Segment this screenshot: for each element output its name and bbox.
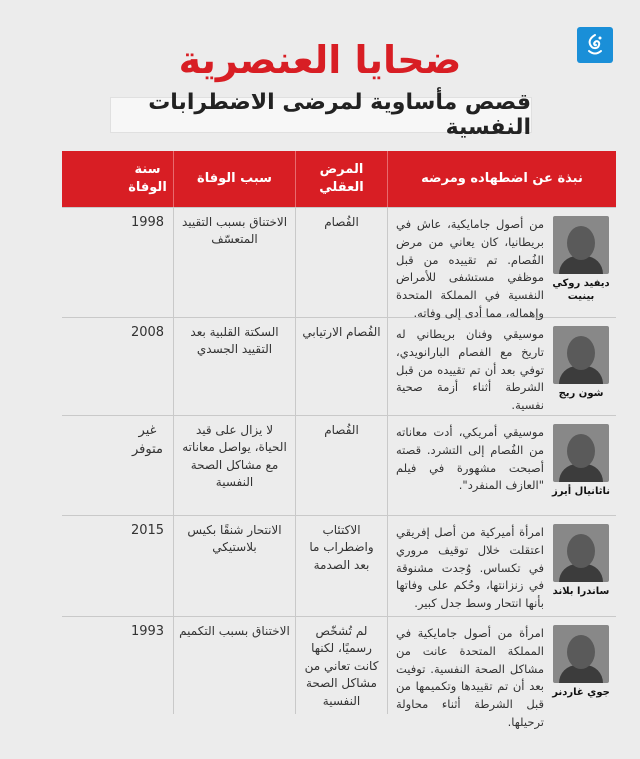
table-row: [62, 317, 616, 415]
person-name: ناثانيال أيرز: [552, 486, 610, 497]
person-photo: [553, 424, 609, 482]
person-name: جوي غاردنر: [552, 687, 610, 698]
year-cell: غير متوفر: [132, 423, 163, 457]
cause-cell: الاختناق بسبب التكميم: [173, 617, 295, 714]
column-header-year: سنة الوفاة: [128, 162, 167, 195]
person-name: ديفيد روكي بينيت: [552, 278, 610, 302]
bio-cell: [387, 516, 616, 616]
table-header: [62, 151, 616, 207]
bio-cell: [387, 617, 616, 730]
year-cell: 1998: [130, 215, 165, 230]
subtitle-box: [110, 90, 532, 140]
person: [552, 424, 610, 498]
illness-cell: الفُصام: [295, 208, 387, 317]
table-row: [62, 207, 616, 321]
cause-cell: الاختناق بسبب التقييد المتعسّف: [173, 208, 295, 317]
bio-text: موسيقي وفنان بريطاني له تاريخ مع الفصام البارانويدي، توفي بعد أن تم تقييده من قبل الشرطة أثناء أزمة صحية نفسية.: [396, 327, 544, 413]
illness-cell: الفُصام الارتيابي: [295, 318, 387, 415]
person: [552, 524, 610, 598]
person-photo: [553, 625, 609, 683]
person-photo: [553, 216, 609, 274]
person: [552, 625, 610, 699]
bio-cell: [387, 416, 616, 515]
column-header-illness: المرض العقلي: [295, 151, 387, 207]
column-header-cause: سبب الوفاة: [173, 151, 295, 207]
person-photo: [553, 524, 609, 582]
bio-cell: [387, 318, 616, 415]
cause-cell: لا يزال على قيد الحياة، يواصل معاناته مع مشاكل الصحة النفسية: [173, 416, 295, 515]
bio-text: امرأة من أصول جامايكية في المملكة المتحدة عانت من مشاكل الصحة النفسية. توفيت بعد أن تم تقييدها وتكميمها من قبل الشرطة أثناء محاولة ترحيلها.: [396, 626, 544, 730]
column-header-bio: نبذة عن اضطهاده ومرضه: [387, 151, 616, 207]
illness-cell: لم تُشخّص رسميًا، لكنها كانت تعاني من مشاكل الصحة النفسية: [295, 617, 387, 714]
year-cell: 1993: [130, 624, 165, 639]
table-row: [62, 616, 616, 730]
victims-table: [62, 151, 616, 730]
year-cell: 2015: [130, 523, 165, 538]
person-name: ساندرا بلاند: [552, 586, 610, 597]
page-title: ضحايا العنصرية: [178, 38, 462, 82]
bio-text: امرأة أميركية من أصل إفريقي اعتقلت خلال توقيف مروري في تكساس. وُجدت مشنوقة في زنزانتها، وحُكم على وفاتها بأنها انتحار وسط جدل كبير.: [396, 525, 544, 611]
bio-cell: [387, 208, 616, 321]
page-subtitle: قصص مأساوية لمرضى الاضطرابات النفسية: [148, 90, 531, 140]
person-name: شون ريج: [558, 388, 604, 399]
person-photo: [553, 326, 609, 384]
table-row: [62, 415, 616, 515]
person: [552, 216, 610, 303]
cause-cell: الانتحار شنقًا بكيس بلاستيكي: [173, 516, 295, 616]
illness-cell: الفُصام: [295, 416, 387, 515]
cause-cell: السكتة القلبية بعد التقييد الجسدي: [173, 318, 295, 415]
person: [552, 326, 610, 400]
illness-cell: الاكتئاب واضطراب ما بعد الصدمة: [295, 516, 387, 616]
bio-text: من أصول جامايكية، عاش في بريطانيا، كان يعاني من مرض الفُصام. تم تقييده من قبل موظفي مستشفى للأمراض النفسية في المملكة المتحدة وإهماله، مما أدى إلى وفاته.: [396, 217, 544, 321]
year-cell: 2008: [130, 325, 165, 340]
table-row: [62, 515, 616, 616]
bio-text: موسيقي أمريكي، أدت معاناته من الفُصام إلى التشرد. قصته أصبحت مشهورة في فيلم "العازف المنفرد".: [396, 425, 544, 493]
